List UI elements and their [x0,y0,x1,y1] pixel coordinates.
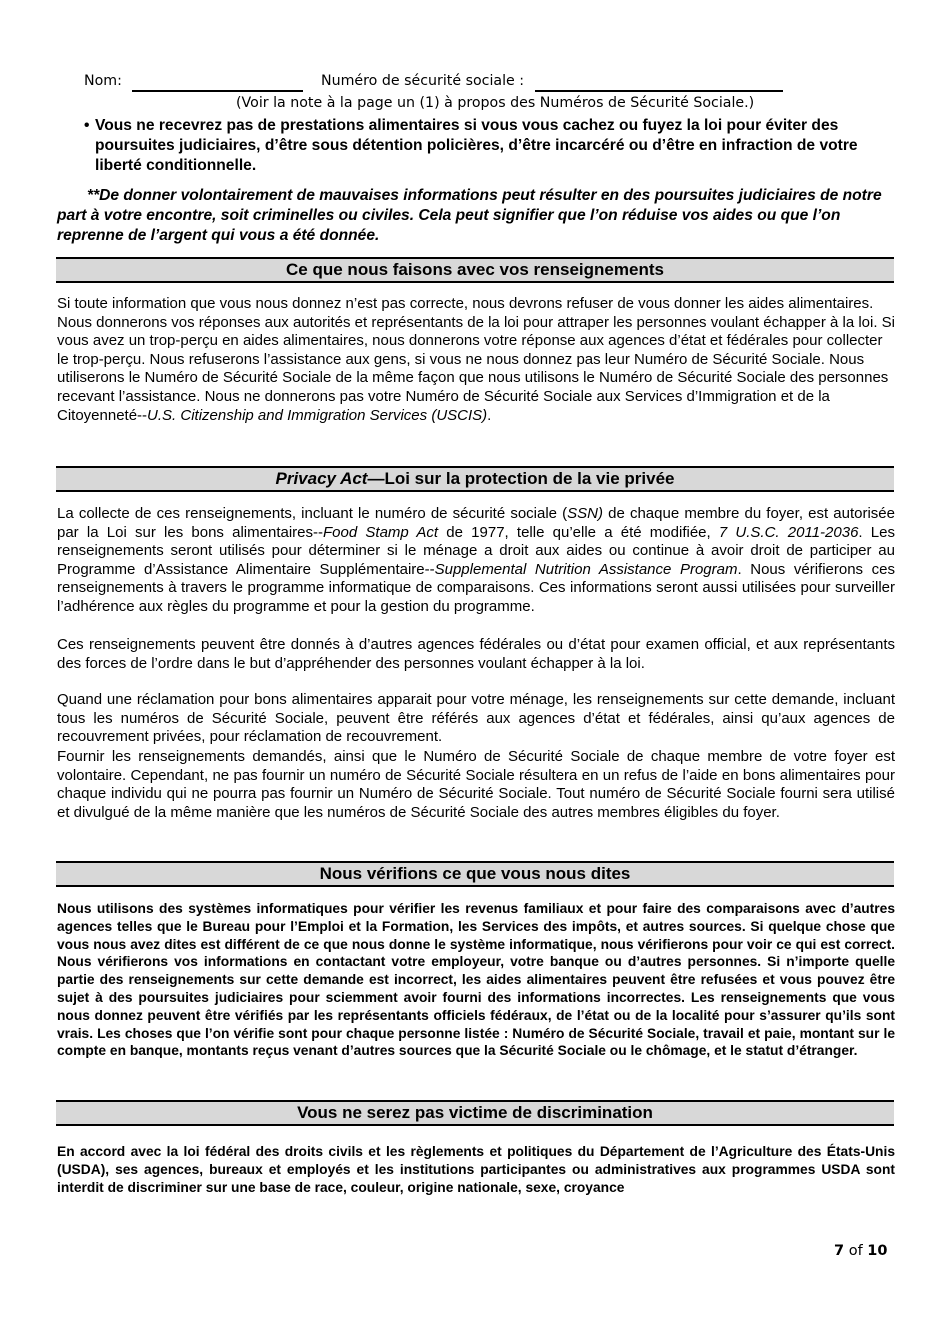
bullet-text: Vous ne recevrez pas de prestations alimentaires si vous vous cachez ou fuyez la loi pour éviter des poursuites judiciaires, d’être sous détention policières, d’être incarcéré ou d’être en infraction de votre liberté conditionnelle. [95,117,858,174]
ssn-label: Numéro de sécurité sociale : [321,73,525,89]
section-heading-use-of-info: Ce que nous faisons avec vos renseignements [56,257,894,283]
penalty-warning-text: **De donner volontairement de mauvaises informations peut résulter en des poursuites judiciaires de notre part à votre encontre, soit criminelles ou civiles. Cela peut signifier que l’on réduise vos aides ou que l’on reprenne de l’argent qui vous a été donnée. [57,187,882,244]
privacy-paragraph-2: Ces renseignements peuvent être donnés à d’autres agences fédérales ou d’état pour examen official, et aux représentants des forces de l’ordre dans le but d’appréhender des personnes voulant échapper à la loi. [57,636,895,672]
section-heading-non-discrimination: Vous ne serez pas victime de discrimination [56,1100,894,1126]
privacy-paragraph-1: La collecte de ces renseignements, incluant le numéro de sécurité sociale (SSN) de chaque membre du foyer, est autorisée par la Loi sur les bons alimentaires--Food Stamp Act de 1977, telle qu’elle a été modifiée, 7 U.S.C. 2011-2036. Les renseignements seront utilisés pour déterminer si le ménage a droit aux aides ou continue à avoir droit de participer au Programme d’Assistance Alimentaire Supplémentaire--Supplemental Nutrition Assistance Program. Nous vérifierons ces renseignements à travers le programme informatique de comparaisons. Ces informations seront aussi utilisées pour surveiller l’adhérence aux règles du programme et pour la gestion du programme. [57,505,895,615]
name-field-line[interactable] [132,90,303,92]
use-of-info-paragraph: Si toute information que vous nous donnez n’est pas correcte, nous devrons refuser de vous donner les aides alimentaires. Nous donnerons vos réponses aux autorités et représentants de la loi pour attraper les personnes voulant échapper à la loi. Si vous avez un trop-perçu en aides alimentaires, nous donnerons votre réponse aux agences d’état et fédérales pour collecter le trop-perçu. Nous refuserons l’assistance aux gens, si vous ne nous donnez pas leur Numéro de Sécurité Sociale. Nous utiliserons le Numéro de Sécurité Sociale de la même façon que nous utilisons le Numéro de Sécurité Sociale des personnes recevant l’assistance. Nous ne donnerons pas votre Numéro de Sécurité Sociale aux Services d’Immigration et de la Citoyenneté--U.S. Citizenship and Immigration Services (USCIS). [57,295,896,424]
verification-paragraph: Nous utilisons des systèmes informatiques pour vérifier les revenus familiaux et pour faire des comparaisons avec d’autres agences telles que le Bureau pour l’Emploi et la Formation, les Services des impôts, et autres sources. Si quelque chose que vous nous avez dites est différent de ce que nous donne le système informatique, nous vérifierons pour voir ce qui est correct. Nous vérifierons vos informations en contactant votre employeur, votre banque ou d’autres personnes. Si n’importe quelle partie des renseignements sur cette demande est incorrect, les aides alimentaires peuvent être refusées et vous pouvez être sujet à des poursuites judiciaires pour sciemment avoir fourni des informations incorrectes. Les renseignements que vous nous donnez peuvent être vérifiés par les représentants officiels fédéraux, de l’état ou de la localité pour s’assurer qu’ils sont vrais. Les choses que l’on vérifie sont pour chaque personne listée : Numéro de Sécurité Sociale, travail et paie, montant sur le compte en banque, montants reçus venant d’autres sources que la Sécurité Sociale ou le chômage, et le statut d’étranger. [57,901,895,1059]
section-heading-verification: Nous vérifions ce que vous nous dites [56,861,894,887]
ssn-field-line[interactable] [535,90,783,92]
privacy-paragraph-3: Quand une réclamation pour bons alimentaires apparait pour votre ménage, les renseignements sur cette demande, incluant tous les numéros de Sécurité Sociale, peuvent être référés aux agences d’état et fédérales, ainsi qu’aux agences de recouvrement privées, pour réclamation de recouvrement. [57,691,895,746]
page-number: 7 of 10 [834,1243,888,1259]
name-label: Nom: [84,73,122,89]
form-header [84,73,864,95]
privacy-paragraph-4: Fournir les renseignements demandés, ainsi que le Numéro de Sécurité Sociale de chaque membre de votre foyer est volontaire. Cependant, ne pas fournir un numéro de Sécurité Sociale résultera en un refus de l’aide en bons alimentaires pour chaque individu qui ne pourra pas fournir un Numéro de Sécurité Sociale. Tout numéro de Sécurité Sociale fourni sera utilisé et divulgué de la même manière que les numéros de Sécurité Sociale des autres membres éligibles du foyer. [57,748,895,821]
bullet-symbol: • [84,117,90,134]
penalty-warning [57,186,899,246]
bullet-item [84,116,899,176]
non-discrimination-paragraph: En accord avec la loi fédéral des droits civils et les règlements et politiques du Département de l’Agriculture des États-Unis (USDA), ses agences, bureaux et employés et les institutions participantes ou administratives aux programmes USDA sont interdit de discriminer sur une base de race, couleur, origine nationale, sexe, croyance [57,1144,895,1195]
ssn-note: (Voir la note à la page un (1) à propos des Numéros de Sécurité Sociale.) [236,95,755,111]
section-heading-privacy-act: Privacy Act—Loi sur la protection de la vie privée [56,466,894,492]
